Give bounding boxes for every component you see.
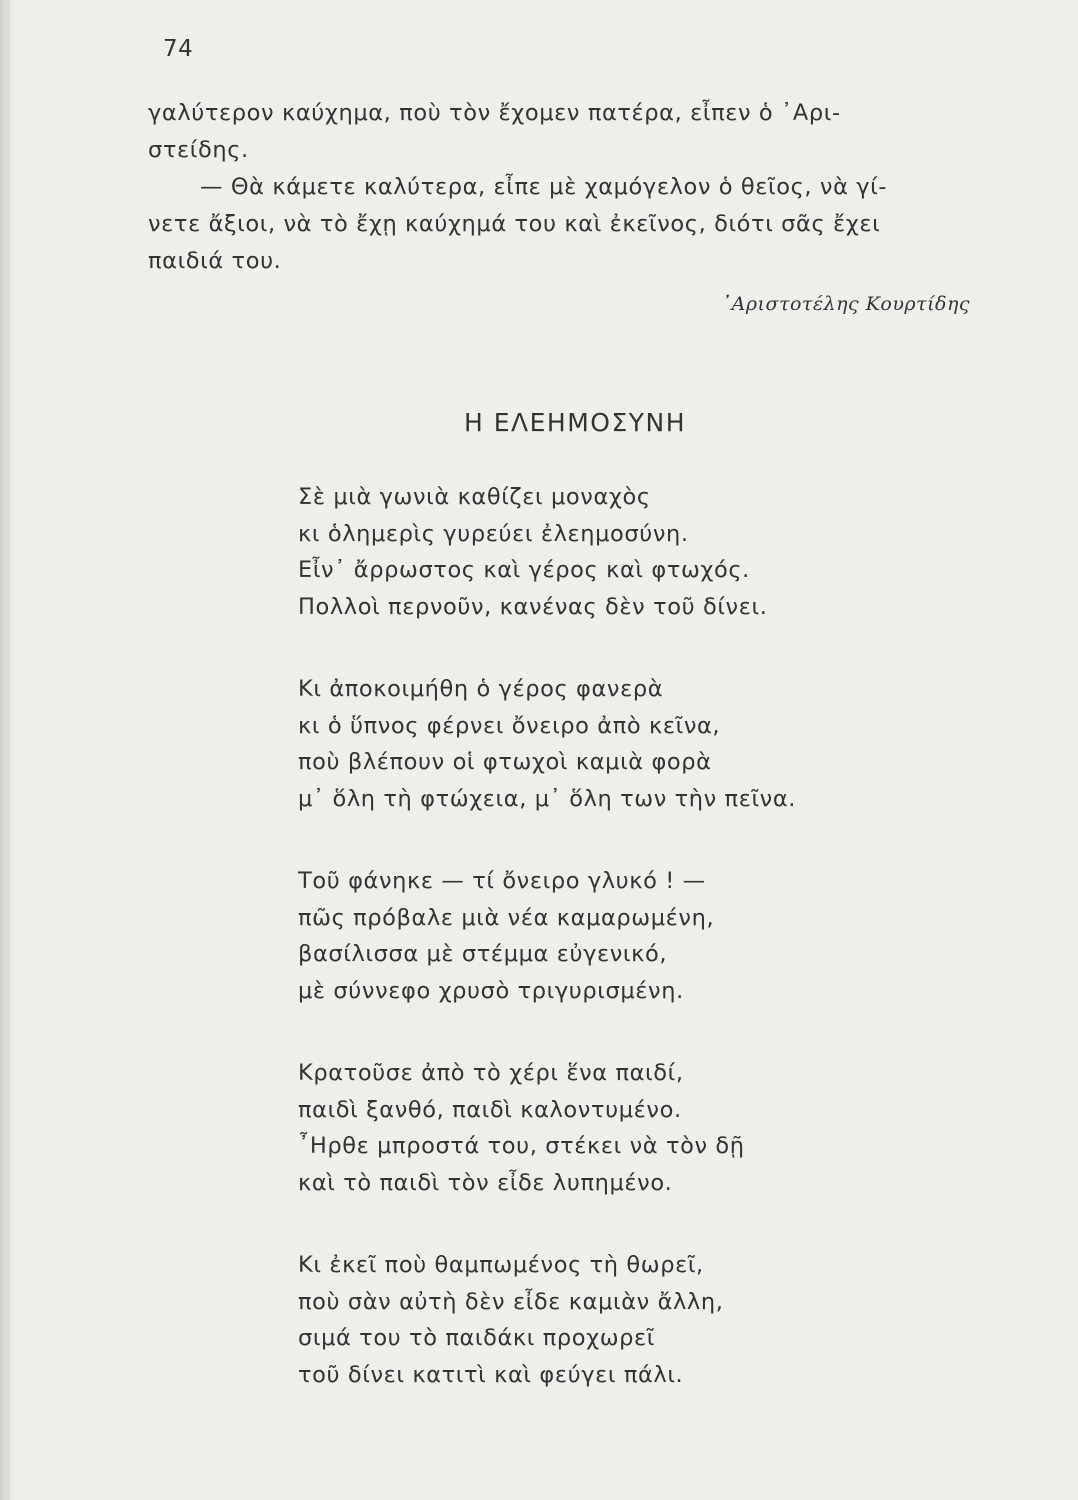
prose-line: παιδιά του. [148,248,282,274]
page-edge [0,0,14,1500]
verse-line: τοῦ δίνει κατιτὶ καὶ φεύγει πάλι. [298,1361,684,1388]
verse-line: πῶς πρόβαλε μιὰ νέα καμαρωμένη, [298,904,715,931]
stanza [298,1055,938,1247]
verse-line: Κι ἐκεῖ ποὺ θαμπωμένος τὴ θωρεῖ, [298,1252,704,1278]
verse-line: κι ὁλημερὶς γυρεύει ἐλεημοσύνη. [298,520,689,547]
prose-text [148,95,983,280]
verse-line: Κρατοῦσε ἀπὸ τὸ χέρι ἕνα παιδί, [298,1060,684,1086]
verse-line: μὲ σύννεφο χρυσὸ τριγυρισμένη. [298,977,684,1004]
poem-title: Η ΕΛΕΗΜΟΣΥΝΗ [463,408,687,437]
verse-line: μ᾿ ὅλη τὴ φτώχεια, μ᾿ ὅλη των τὴν πεῖνα. [298,785,797,812]
author-signature: ᾿Αριστοτέλης Κουρτίδης [721,293,970,315]
prose-line: γαλύτερον καύχημα, ποὺ τὸν ἔχομεν πατέρα, εἶπεν ὁ ᾿Αρι- [148,100,841,126]
page-number: 74 [163,36,194,62]
verse-line: καὶ τὸ παιδὶ τὸν εἶδε λυπημένο. [298,1169,673,1196]
verse-line: παιδὶ ξανθό, παιδὶ καλοντυμένο. [298,1096,682,1123]
stanza [298,479,938,671]
prose-paragraph [148,95,983,169]
stanza [298,671,938,863]
verse-line: Σὲ μιὰ γωνιὰ καθίζει μοναχὸς [298,484,651,510]
prose-line: νετε ἄξιοι, νὰ τὸ ἔχῃ καύχημά του καὶ ἐκεῖνος, διότι σᾶς ἔχει [148,211,881,237]
prose-line: — Θὰ κάμετε καλύτερα, εἶπε μὲ χαμόγελον ὁ θεῖος, νὰ γί- [200,174,888,200]
verse-line: ποὺ βλέπουν οἱ φτωχοὶ καμιὰ φορὰ [298,749,712,775]
prose-paragraph [148,169,983,280]
verse-line: κι ὁ ὕπνος φέρνει ὄνειρο ἀπὸ κεῖνα, [298,712,721,739]
verse-line: Κι ἀποκοιμήθη ὁ γέρος φανερὰ [298,676,664,702]
prose-line: στείδης. [148,137,249,163]
verse-line: Τοῦ φάνηκε — τί ὄνειρο γλυκό ! — [298,868,706,894]
verse-line: Εἶν᾿ ἄρρωστος καὶ γέρος καὶ φτωχός. [298,557,750,583]
verse-line: ποὺ σὰν αὐτὴ δὲν εἶδε καμιὰν ἄλλη, [298,1288,724,1315]
verse-line: ῏Ηρθε μπροστά του, στέκει νὰ τὸν δῇ [298,1133,745,1159]
verse-line: σιμά του τὸ παιδάκι προχωρεῖ [298,1325,656,1351]
verse-line: βασίλισσα μὲ στέμμα εὐγενικό, [298,941,668,967]
stanza [298,863,938,1055]
stanza [298,1247,938,1439]
poem-body [298,479,938,1439]
verse-line: Πολλοὶ περνοῦν, κανένας δὲν τοῦ δίνει. [298,593,768,620]
